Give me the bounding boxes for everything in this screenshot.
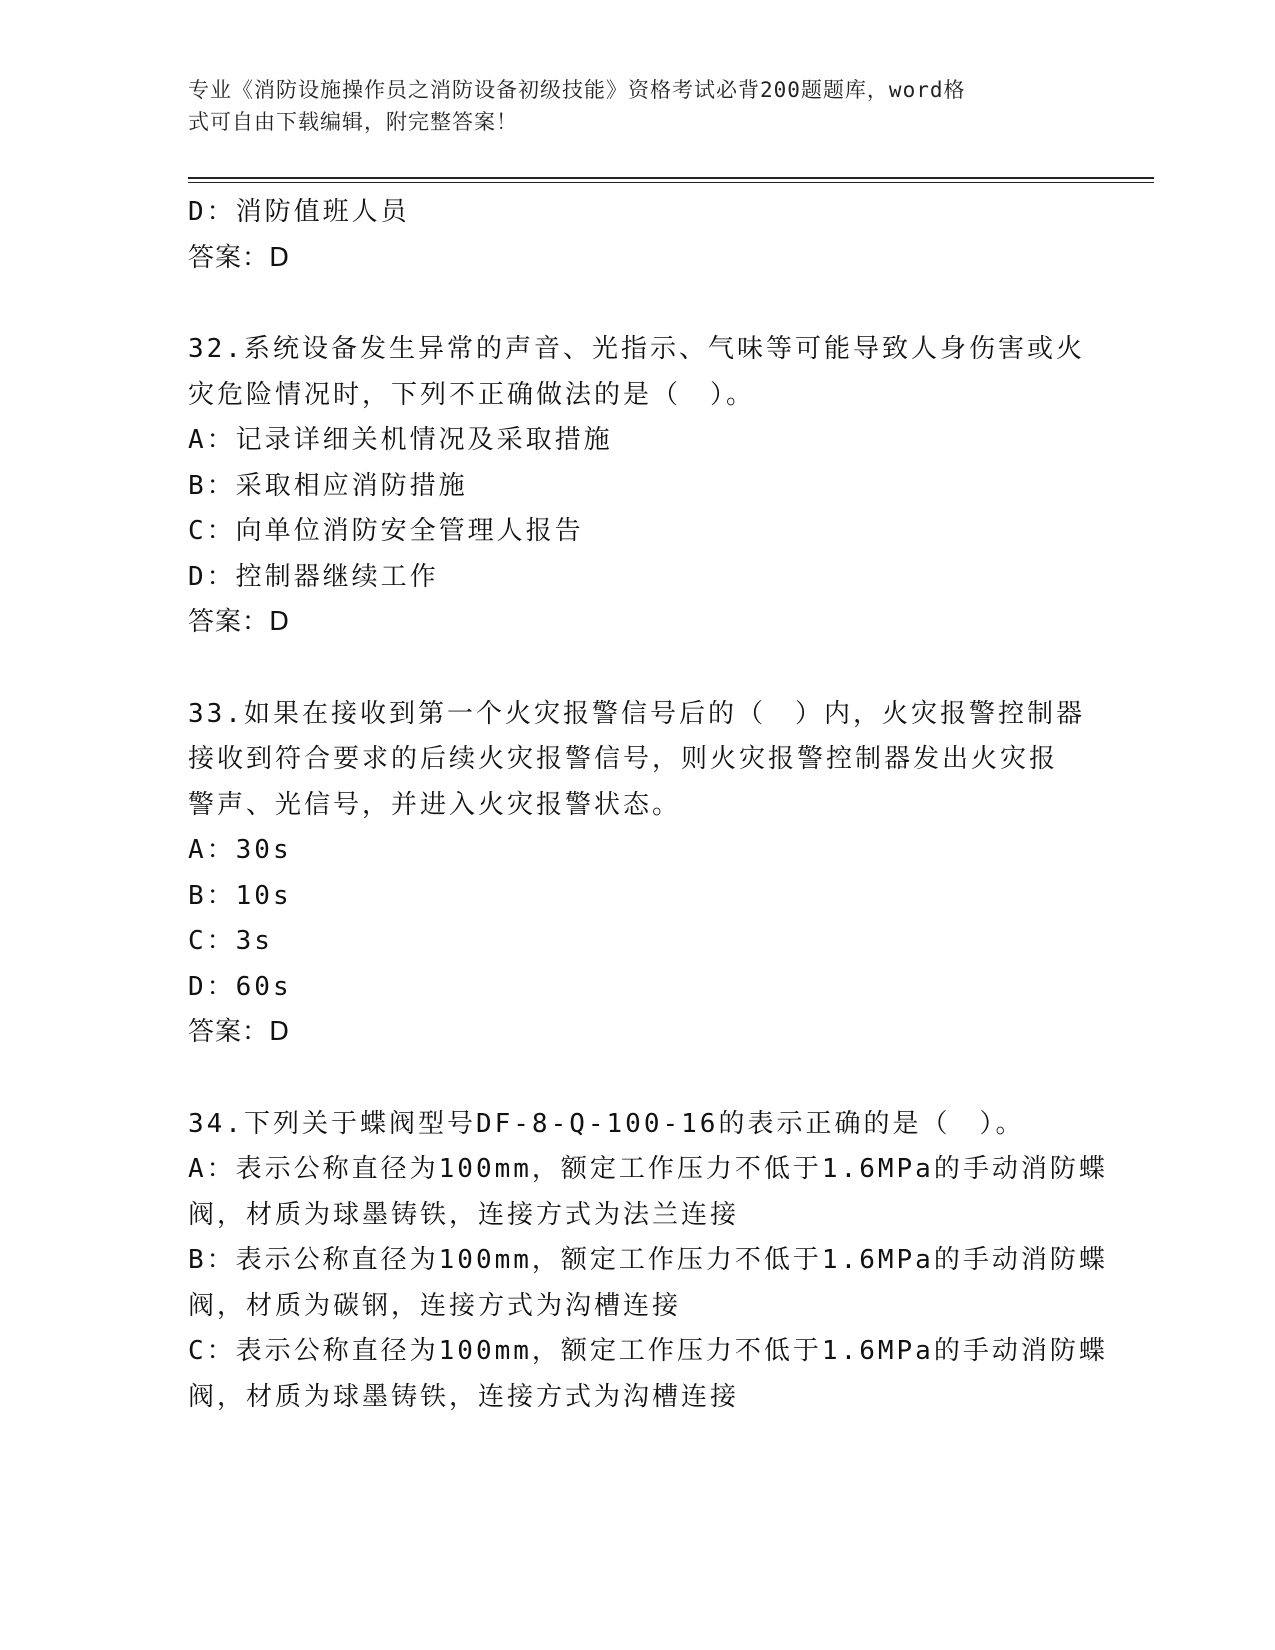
question-stem: 警声、光信号，并进入火灾报警状态。 [188,789,682,820]
question-stem: 接收到符合要求的后续火灾报警信号，则火灾报警控制器发出火灾报 [188,744,1059,774]
header-divider-thin [188,182,1154,183]
option-d: D：60s [188,971,292,1002]
question-33 [188,692,1088,1056]
answer-line: 答案：D [188,242,291,273]
option-d: D：控制器继续工作 [188,561,439,592]
question-list [188,190,1108,1420]
option-d: D：消防值班人员 [188,197,410,227]
header-divider-thick [188,177,1154,179]
option-c-cont: 阀，材质为球墨铸铁，连接方式为沟槽连接 [188,1381,740,1412]
option-c: C：向单位消防安全管理人报告 [188,516,584,546]
question-stem: 33.如果在接收到第一个火灾报警信号后的（ ）内，火灾报警控制器 [188,698,1085,729]
prev-question-tail [188,190,1088,281]
answer-line: 答案：D [188,1017,291,1047]
header-line-1: 专业《消防设施操作员之消防设备初级技能》资格考试必背200题题库，word格 [188,78,966,102]
option-c: C：表示公称直径为100mm，额定工作压力不低于1.6MPa的手动消防蝶 [188,1336,1108,1366]
header-line-2: 式可自由下载编辑，附完整答案！ [188,110,518,134]
option-a: A：表示公称直径为100mm，额定工作压力不低于1.6MPa的手动消防蝶 [188,1154,1108,1184]
option-b: B：10s [188,880,292,911]
option-a: A：30s [188,835,292,865]
option-b: B：表示公称直径为100mm，额定工作压力不低于1.6MPa的手动消防蝶 [188,1245,1108,1275]
spacer [188,1056,1088,1102]
spacer [188,281,1088,327]
question-stem: 34.下列关于蝶阀型号DF-8-Q-100-16的表示正确的是（ ）。 [188,1108,1025,1139]
option-b-cont: 阀，材质为碳钢，连接方式为沟槽连接 [188,1290,682,1321]
option-a: A：记录详细关机情况及采取措施 [188,425,613,455]
question-34 [188,1102,1108,1421]
spacer [188,646,1088,692]
page-header [188,74,1088,138]
question-stem: 32.系统设备发生异常的声音、光指示、气味等可能导致人身伤害或火 [188,334,1085,364]
option-c: C：3s [188,926,273,956]
question-32 [188,327,1088,646]
option-b: B：采取相应消防措施 [188,470,468,501]
question-stem: 灾危险情况时，下列不正确做法的是（ ）。 [188,379,756,410]
option-a-cont: 阀，材质为球墨铸铁，连接方式为法兰连接 [188,1199,740,1230]
answer-line: 答案：D [188,607,291,637]
